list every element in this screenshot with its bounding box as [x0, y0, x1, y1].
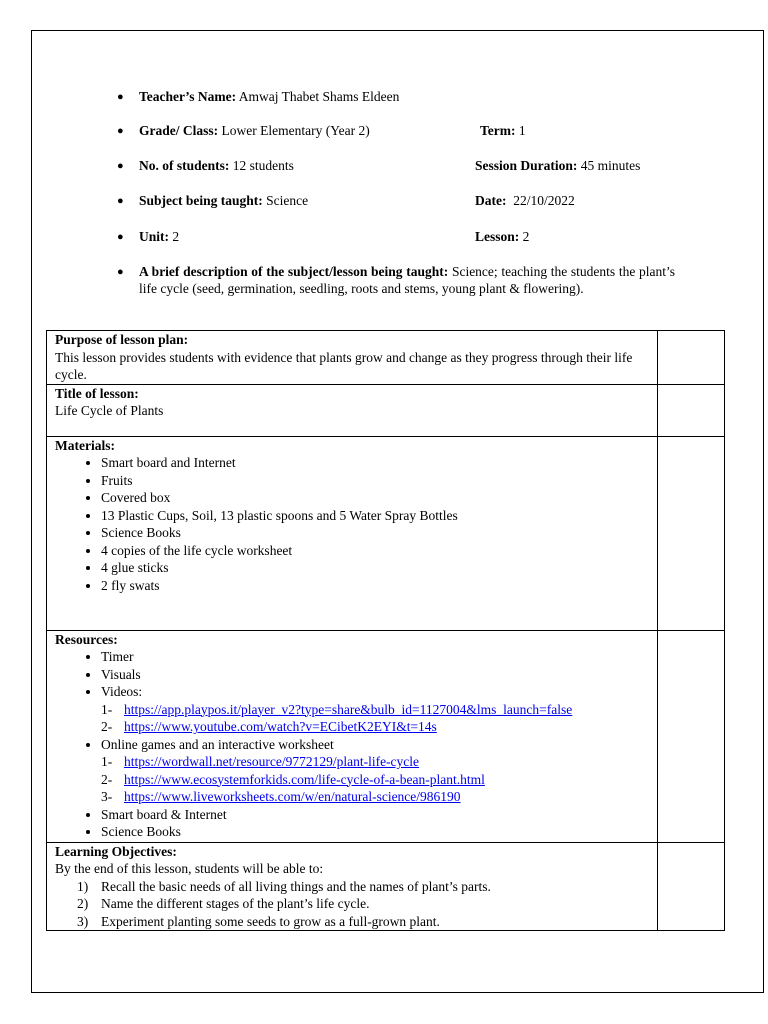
- resources-side-cell: [658, 630, 725, 842]
- resources-row: [47, 630, 725, 842]
- purpose-cell: [47, 331, 658, 385]
- purpose-text: This lesson provides students with evidence that plants grow and change as they progress through their life cycle.: [55, 349, 633, 382]
- title-cell: [47, 384, 658, 436]
- lesson-plan-table: [46, 330, 725, 931]
- game-link-item: 3- https://www.liveworksheets.com/w/en/natural-science/986190: [101, 789, 461, 804]
- resources-cell: [47, 630, 658, 842]
- list-item: • Smart board & Internet: [101, 806, 657, 824]
- list-item: • Science Books: [101, 823, 657, 841]
- list-item: • 13 Plastic Cups, Soil, 13 plastic spoons and 5 Water Spray Bottles: [101, 507, 657, 525]
- objectives-side-cell: [658, 842, 725, 931]
- description-label: A brief description of the subject/lesson being taught:: [139, 264, 449, 279]
- game-link[interactable]: https://www.ecosystemforkids.com/life-cycle-of-a-bean-plant.html: [124, 771, 485, 787]
- purpose-side-cell: [658, 331, 725, 385]
- teacher-label: Teacher’s Name:: [139, 89, 237, 104]
- term-value: 1: [518, 123, 526, 138]
- list-item: • Timer: [101, 648, 657, 666]
- video-link[interactable]: https://www.youtube.com/watch?v=ECibetK2EYI&t=14s: [124, 719, 437, 734]
- bullet-icon: ●: [117, 160, 124, 172]
- grade-value: Lower Elementary (Year 2): [221, 123, 370, 138]
- grade-label: Grade/ Class:: [139, 123, 219, 138]
- subject-label: Subject being taught:: [139, 193, 263, 208]
- resources-list: [55, 648, 657, 701]
- resources-list-end: [55, 806, 657, 841]
- list-item: • 4 copies of the life cycle worksheet: [101, 542, 657, 560]
- lesson-label: Lesson:: [475, 229, 520, 244]
- objectives-cell: [47, 842, 658, 931]
- bullet-icon: ●: [117, 231, 124, 243]
- video-link-item: 2- https://www.youtube.com/watch?v=ECibetK2EYI&t=14s: [101, 719, 437, 734]
- lesson-description: [139, 263, 675, 297]
- objectives-intro: By the end of this lesson, students will be able to:: [55, 861, 324, 876]
- game-links-list: [55, 753, 657, 806]
- title-text: Life Cycle of Plants: [55, 403, 164, 418]
- game-link-item: 1- https://wordwall.net/resource/9772129/plant-life-cycle: [101, 754, 420, 769]
- objectives-list: [55, 878, 657, 931]
- materials-cell: [47, 436, 658, 630]
- purpose-row: [47, 331, 725, 385]
- video-links-list: [55, 701, 657, 736]
- materials-list: [55, 454, 657, 594]
- bullet-icon: ●: [117, 195, 124, 207]
- title-row: [47, 384, 725, 436]
- term-label: Term:: [480, 123, 516, 138]
- students-label: No. of students:: [139, 158, 230, 173]
- list-item: • Videos:: [101, 683, 657, 701]
- resources-heading: Resources:: [55, 631, 118, 647]
- teacher-value: Amwaj Thabet Shams Eldeen: [238, 89, 400, 104]
- objectives-row: [47, 842, 725, 931]
- list-item: 1) Recall the basic needs of all living things and the names of plant’s parts.: [77, 878, 491, 894]
- bullet-icon: ●: [117, 125, 124, 137]
- objectives-heading: Learning Objectives:: [55, 843, 177, 859]
- title-heading: Title of lesson:: [55, 385, 139, 401]
- list-item: 3) Experiment planting some seeds to grow as a full-grown plant.: [77, 913, 440, 929]
- list-item: • Science Books: [101, 524, 657, 542]
- list-item: • Fruits: [101, 472, 657, 490]
- list-item: • Smart board and Internet: [101, 454, 657, 472]
- description-value: Science; teaching the students the plant’s life cycle (seed, germination, seedling, roots and stems, young plant & flowering).: [139, 264, 676, 296]
- purpose-heading: Purpose of lesson plan:: [55, 332, 189, 347]
- list-item: • 2 fly swats: [101, 577, 657, 595]
- bullet-icon: ●: [117, 91, 124, 103]
- bullet-icon: ●: [117, 266, 124, 278]
- date-value: 22/10/2022: [513, 193, 575, 208]
- list-item: • Online games and an interactive worksheet: [101, 736, 657, 754]
- list-item: • Covered box: [101, 489, 657, 507]
- unit-label: Unit:: [139, 229, 169, 244]
- date-label: Date:: [475, 193, 507, 208]
- duration-value: 45 minutes: [580, 158, 641, 173]
- duration-label: Session Duration:: [475, 158, 578, 173]
- students-value: 12 students: [232, 158, 294, 173]
- unit-value: 2: [172, 229, 180, 244]
- subject-value: Science: [266, 193, 309, 208]
- materials-heading: Materials:: [55, 437, 115, 453]
- title-side-cell: [658, 384, 725, 436]
- game-link[interactable]: https://wordwall.net/resource/9772129/plant-life-cycle: [124, 754, 420, 769]
- video-link[interactable]: https://app.playpos.it/player_v2?type=share&bulb_id=1127004&lms_launch=false: [124, 701, 573, 717]
- list-item: 2) Name the different stages of the plant’s life cycle.: [77, 896, 370, 911]
- resources-list-games: [55, 736, 657, 754]
- game-link-item: 2- https://www.ecosystemforkids.com/life-cycle-of-a-bean-plant.html: [101, 771, 485, 787]
- lesson-value: 2: [522, 229, 530, 244]
- list-item: • 4 glue sticks: [101, 559, 657, 577]
- game-link[interactable]: https://www.liveworksheets.com/w/en/natural-science/986190: [124, 789, 461, 804]
- list-item: • Visuals: [101, 666, 657, 684]
- video-link-item: 1- https://app.playpos.it/player_v2?type=share&bulb_id=1127004&lms_launch=false: [101, 701, 573, 717]
- materials-side-cell: [658, 436, 725, 630]
- materials-row: [47, 436, 725, 630]
